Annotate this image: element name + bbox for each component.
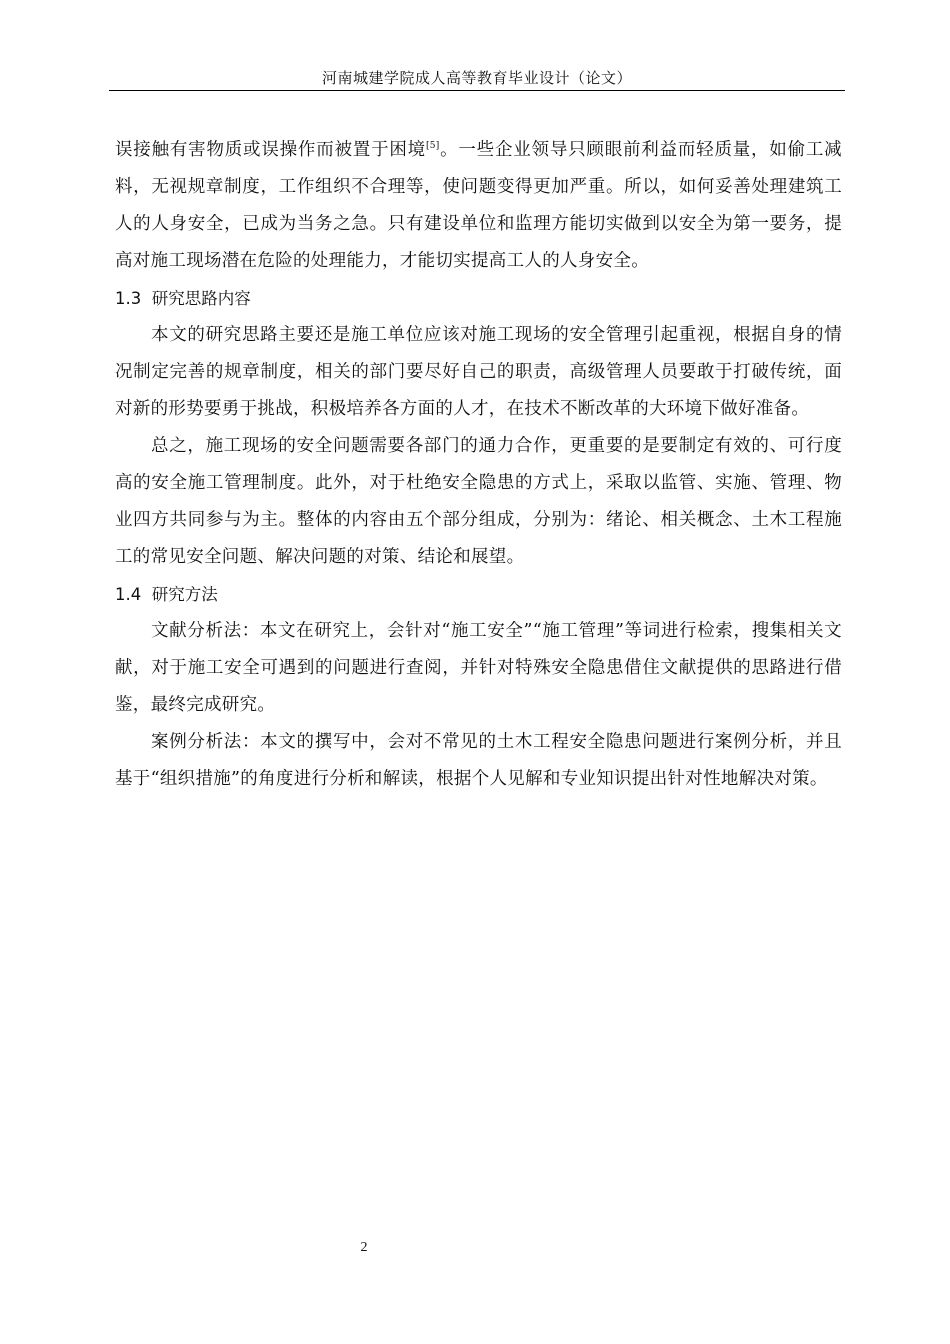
document-body (115, 132, 842, 798)
citation-reference[interactable]: [5] (425, 141, 440, 151)
page-header: 河南城建学院成人高等教育毕业设计（论文） (321, 69, 632, 87)
section-title: 研究思路内容 (151, 289, 251, 308)
paragraph-text: 误接触有害物质或误操作而被置于困境 (115, 140, 426, 160)
paragraph-case-method: 案例分析法：本文的撰写中，会对不常见的土木工程安全隐患问题进行案例分析，并且基于“组织措施”的角度进行分析和解读，根据个人见解和专业知识提出针对性地解决对策。 (115, 732, 842, 789)
paragraph-literature-method: 文献分析法：本文在研究上，会针对“施工安全”“施工管理”等词进行检索，搜集相关文献，对于施工安全可遇到的问题进行查阅，并针对特殊安全隐患借住文献提供的思路进行借鉴，最终完成研究。 (115, 621, 842, 715)
section-number: 1.3 (115, 289, 142, 308)
section-title: 研究方法 (151, 585, 218, 604)
paragraph-text-continued: 。一些企业领导只顾眼前利益而轻质量，如偷工减料，无视规章制度，工作组织不合理等，使问题变得更加严重。所以，如何妥善处理建筑工人的人身安全，已成为当务之急。只有建设单位和监理方能切实做到以安全为第一要务，提高对施工现场潜在危险的处理能力，才能切实提高工人的人身安全。 (115, 140, 842, 271)
section-heading-1-4 (115, 576, 842, 613)
header-divider (109, 90, 845, 91)
section-heading-1-3 (115, 280, 842, 317)
paragraph-summary: 总之，施工现场的安全问题需要各部门的通力合作，更重要的是要制定有效的、可行度高的安全施工管理制度。此外，对于杜绝安全隐患的方式上，采取以监管、实施、管理、物业四方共同参与为主。整体的内容由五个部分组成，分别为：绪论、相关概念、土木工程施工的常见安全问题、解决问题的对策、结论和展望。 (115, 436, 842, 567)
page-number: 2 (360, 1240, 368, 1255)
paragraph-research-approach: 本文的研究思路主要还是施工单位应该对施工现场的安全管理引起重视，根据自身的情况制定完善的规章制度，相关的部门要尽好自己的职责，高级管理人员要敢于打破传统，面对新的形势要勇于挑战，积极培养各方面的人才，在技术不断改革的大环境下做好准备。 (115, 325, 842, 419)
paragraph-safety-context (115, 132, 842, 280)
section-number: 1.4 (115, 585, 142, 604)
